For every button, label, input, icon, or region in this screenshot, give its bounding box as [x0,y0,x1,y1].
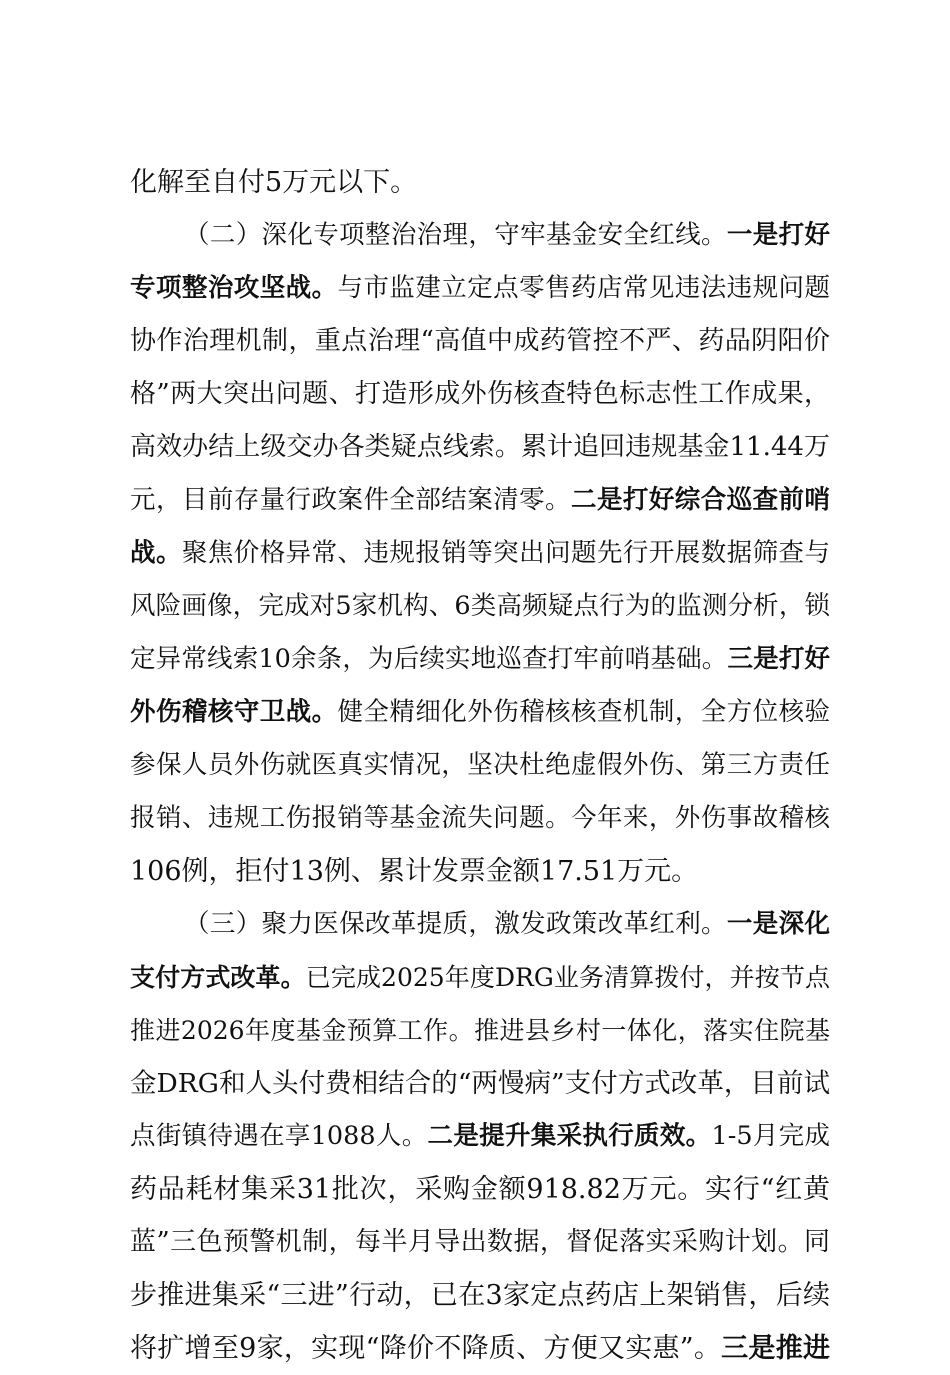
text-line [130,262,830,315]
body-text-segment: 推进2026年度基金预算工作。推进县乡村一体化，落实住院基 [130,1016,830,1045]
body-text-segment: 健全精细化外伤稽核核查机制，全方位核验 [337,697,830,727]
bold-heading-text: 外伤稽核守卫战。 [130,697,338,727]
text-line [130,315,830,368]
body-text-segment: 格”两大突出问题、打造形成外伤核查特色标志性工作成果， [130,379,830,409]
body-text-segment: 已完成2025年度DRG业务清算拨付，并按节点 [305,963,830,992]
body-text-segment: 聚焦价格异常、违规报销等突出问题先行开展数据筛查与 [181,538,830,568]
text-line [130,474,830,527]
text-line [130,156,830,209]
body-text-segment: （二）深化专项整治治理，守牢基金安全红线。 [184,220,727,250]
text-line [130,1004,830,1057]
text-line [130,898,830,951]
body-text [130,156,830,1375]
bold-heading-text: 战。 [130,538,182,568]
bold-heading-text: 一是打好 [726,220,830,250]
body-text-segment: 106例，拒付13例、累计发票金额17.51万元。 [130,856,699,887]
bold-heading-text: 三是打好 [727,644,830,674]
bold-heading-text: 二是打好综合巡查前哨 [571,485,830,515]
body-text-segment: 定异常线索10余条，为后续实地巡查打牢前哨基础。 [130,644,728,674]
text-line [130,739,830,792]
body-text-segment: 将扩增至9家，实现“降价不降质、方便又实惠”。 [130,1333,722,1364]
text-line [130,633,830,686]
body-text-segment: 蓝”三色预警机制，每半月导出数据，督促落实采购计划。同 [130,1227,830,1257]
body-text-segment: 药品耗材集采31批次，采购金额918.82万元。实行“红黄 [130,1174,830,1205]
body-text-segment: （三）聚力医保改革提质，激发政策改革红利。 [184,909,727,939]
body-text-segment: 金DRG和人头付费相结合的“两慢病”支付方式改革，目前试 [130,1068,830,1099]
text-line [130,1057,830,1110]
bold-heading-text: 二是提升集采执行质效。 [427,1121,712,1151]
text-line [130,845,830,898]
body-text-segment: 高效办结上级交办各类疑点线索。累计追回违规基金11.44万 [130,432,830,462]
text-line [130,209,830,262]
text-line [130,686,830,739]
bold-heading-text: 专项整治攻坚战。 [130,273,338,303]
text-line [130,1269,830,1322]
body-text-segment: 报销、违规工伤报销等基金流失问题。今年来，外伤事故稽核 [130,803,830,833]
text-line [130,527,830,580]
text-line [130,1163,830,1216]
text-line [130,1322,830,1375]
body-text-segment: 1-5月完成 [711,1121,830,1151]
body-text-segment: 风险画像，完成对5家机构、6类高频疑点行为的监测分析，锁 [130,591,830,621]
body-text-segment: 协作治理机制，重点治理“高值中成药管控不严、药品阴阳价 [130,326,830,356]
bold-heading-text: 支付方式改革。 [130,963,306,992]
body-text-segment: 点街镇待遇在享1088人。 [130,1121,428,1151]
body-text-segment: 化解至自付5万元以下。 [130,167,418,198]
bold-heading-text: 三是推进 [721,1333,830,1364]
body-text-segment: 元，目前存量行政案件全部结案清零。 [130,485,571,515]
body-text-segment: 与市监建立定点零售药店常见违法违规问题 [337,273,830,303]
body-text-segment: 参保人员外伤就医真实情况，坚决杜绝虚假外伤、第三方责任 [130,750,830,780]
body-text-segment: 步推进集采“三进”行动，已在3家定点药店上架销售，后续 [130,1280,830,1311]
text-line [130,368,830,421]
text-line [130,421,830,474]
text-line [130,580,830,633]
text-line [130,792,830,845]
bold-heading-text: 一是深化 [726,909,830,939]
text-line [130,1216,830,1269]
text-line [130,1110,830,1163]
text-line [130,951,830,1004]
